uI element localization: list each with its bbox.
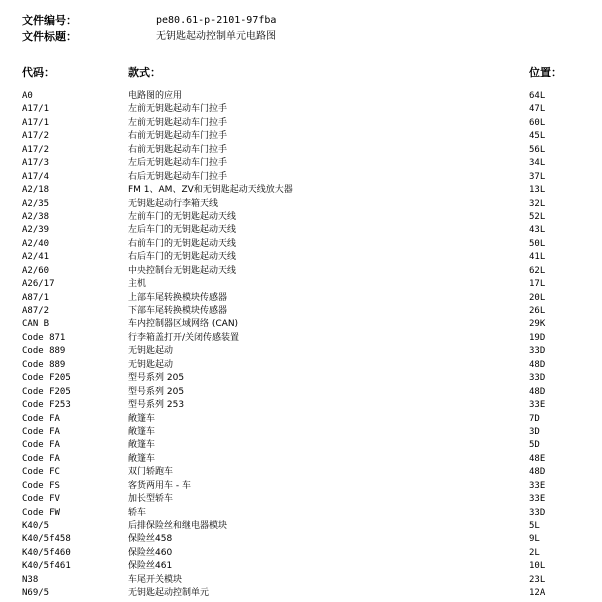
table-row — [0, 292, 602, 305]
row-position: 5D — [529, 440, 540, 451]
row-code: K40/5f461 — [22, 561, 71, 572]
row-style: 右前无钥匙起动车门拉手 — [128, 144, 228, 155]
row-position: 13L — [529, 185, 546, 196]
row-code: A2/18 — [22, 185, 50, 196]
table-row — [0, 238, 602, 251]
row-position: 29K — [529, 319, 546, 330]
table-row — [0, 480, 602, 493]
row-code: Code FA — [22, 453, 60, 464]
row-code: A17/4 — [22, 171, 50, 182]
header-position: 位置： — [529, 66, 562, 79]
row-style: 左后无钥匙起动车门拉手 — [128, 158, 228, 169]
row-style: 型号系列 205 — [128, 386, 185, 397]
table-row — [0, 453, 602, 466]
row-style: 车内控制器区域网络 (CAN) — [128, 319, 239, 330]
row-code: A87/1 — [22, 292, 50, 303]
row-position: 47L — [529, 104, 546, 115]
row-code: A2/60 — [22, 265, 50, 276]
row-position: 56L — [529, 144, 546, 155]
row-style: 无钥匙起动控制单元 — [128, 588, 210, 599]
row-position: 37L — [529, 171, 546, 182]
table-row — [0, 426, 602, 439]
table-row — [0, 184, 602, 197]
table-row — [0, 90, 602, 103]
row-style: 敞篷车 — [128, 453, 156, 464]
row-style: 保险丝458 — [128, 534, 173, 545]
table-row — [0, 332, 602, 345]
row-code: N38 — [22, 574, 39, 585]
row-position: 52L — [529, 211, 546, 222]
row-style: 敞篷车 — [128, 440, 156, 451]
row-code: N69/5 — [22, 588, 50, 599]
row-style: 右后无钥匙起动车门拉手 — [128, 171, 228, 182]
row-code: Code 889 — [22, 359, 66, 370]
header-style: 款式： — [128, 66, 161, 79]
row-code: A2/35 — [22, 198, 50, 209]
header-code: 代码： — [22, 66, 55, 79]
row-code: Code FS — [22, 480, 60, 491]
table-row — [0, 198, 602, 211]
row-code: A2/38 — [22, 211, 50, 222]
row-style: 电路图的应用 — [128, 91, 183, 101]
row-code: A0 — [22, 91, 33, 101]
row-style: 敞篷车 — [128, 413, 156, 424]
row-style: 左后车门的无钥匙起动天线 — [128, 225, 237, 236]
row-code: Code 871 — [22, 332, 66, 343]
doc-title-label: 文件标题： — [22, 30, 77, 43]
row-position: 23L — [529, 574, 546, 585]
table-row — [0, 587, 602, 600]
row-style: 轿车 — [128, 507, 147, 518]
row-style: 主机 — [128, 279, 147, 290]
table-row — [0, 224, 602, 237]
table-row — [0, 278, 602, 291]
row-code: K40/5f460 — [22, 547, 71, 558]
row-style: 后排保险丝和继电器模块 — [128, 521, 228, 531]
row-code: Code FV — [22, 494, 60, 505]
row-style: 上部车尾转换模块传感器 — [128, 292, 228, 303]
row-code: A2/41 — [22, 252, 50, 263]
row-code: A17/2 — [22, 144, 50, 155]
row-style: FM 1、AM、ZV和无钥匙起动天线放大器 — [128, 185, 293, 196]
table-row — [0, 574, 602, 587]
row-code: K40/5 — [22, 521, 50, 531]
row-position: 33D — [529, 346, 546, 357]
table-row — [0, 520, 602, 533]
row-style: 左前车门的无钥匙起动天线 — [128, 211, 237, 222]
table-row — [0, 103, 602, 116]
row-code: Code 889 — [22, 346, 66, 357]
table-row — [0, 144, 602, 157]
table-row — [0, 305, 602, 318]
table-row — [0, 413, 602, 426]
table-row — [0, 157, 602, 170]
row-position: 10L — [529, 561, 546, 572]
row-style: 右后车门的无钥匙起动天线 — [128, 252, 237, 263]
row-position: 32L — [529, 198, 546, 209]
component-table — [0, 90, 602, 601]
row-code: Code FA — [22, 440, 60, 451]
row-position: 19D — [529, 332, 546, 343]
row-position: 26L — [529, 306, 546, 316]
row-code: A87/2 — [22, 306, 50, 316]
table-row — [0, 560, 602, 573]
row-style: 双门轿跑车 — [128, 467, 174, 478]
row-style: 下部车尾转换模块传感器 — [128, 306, 228, 316]
row-position: 43L — [529, 225, 546, 236]
row-position: 33E — [529, 400, 546, 411]
row-style: 无钥匙起动 — [128, 346, 174, 357]
row-code: A17/1 — [22, 117, 50, 128]
row-position: 41L — [529, 252, 546, 263]
row-position: 3D — [529, 426, 540, 437]
row-code: Code FA — [22, 426, 60, 437]
doc-title-value: 无钥匙起动控制单元电路图 — [156, 31, 276, 42]
row-style: 行李箱盖打开/关闭传感装置 — [128, 332, 240, 343]
row-style: 客货两用车 - 车 — [128, 480, 191, 491]
row-position: 50L — [529, 238, 546, 249]
row-position: 33E — [529, 480, 546, 491]
row-code: Code F253 — [22, 400, 71, 411]
row-style: 车尾开关模块 — [128, 574, 183, 585]
row-position: 12A — [529, 588, 546, 599]
row-style: 保险丝461 — [128, 561, 173, 572]
row-code: A17/3 — [22, 158, 50, 169]
row-position: 20L — [529, 292, 546, 303]
table-row — [0, 171, 602, 184]
row-style: 型号系列 205 — [128, 373, 185, 384]
table-row — [0, 211, 602, 224]
table-row — [0, 439, 602, 452]
table-row — [0, 130, 602, 143]
row-position: 2L — [529, 547, 540, 558]
row-position: 9L — [529, 534, 540, 545]
doc-number-value: pe80.61-p-2101-97fba — [156, 15, 277, 26]
row-position: 33D — [529, 507, 546, 518]
row-style: 左前无钥匙起动车门拉手 — [128, 104, 228, 115]
row-code: CAN B — [22, 319, 50, 330]
row-position: 48D — [529, 467, 546, 478]
table-row — [0, 466, 602, 479]
table-row — [0, 493, 602, 506]
table-row — [0, 345, 602, 358]
table-row — [0, 386, 602, 399]
row-position: 48D — [529, 386, 546, 397]
row-style: 型号系列 253 — [128, 400, 185, 411]
table-row — [0, 507, 602, 520]
table-row — [0, 399, 602, 412]
table-row — [0, 547, 602, 560]
row-code: Code F205 — [22, 373, 71, 384]
table-row — [0, 372, 602, 385]
row-style: 右前车门的无钥匙起动天线 — [128, 238, 237, 249]
row-code: A26/17 — [22, 279, 55, 290]
table-row — [0, 117, 602, 130]
doc-number-label: 文件编号： — [22, 14, 77, 27]
row-position: 62L — [529, 265, 546, 276]
row-position: 33D — [529, 373, 546, 384]
row-code: Code FW — [22, 507, 60, 518]
row-style: 敞篷车 — [128, 426, 156, 437]
row-style: 中央控制台无钥匙起动天线 — [128, 265, 237, 276]
row-code: A2/40 — [22, 238, 50, 249]
row-position: 45L — [529, 131, 546, 142]
table-row — [0, 265, 602, 278]
row-code: A2/39 — [22, 225, 50, 236]
row-code: Code FC — [22, 467, 60, 478]
row-position: 5L — [529, 521, 540, 531]
row-position: 64L — [529, 91, 546, 101]
table-row — [0, 251, 602, 264]
row-position: 48E — [529, 453, 546, 464]
row-position: 17L — [529, 279, 546, 290]
row-position: 48D — [529, 359, 546, 370]
row-code: K40/5f458 — [22, 534, 71, 545]
row-code: A17/1 — [22, 104, 50, 115]
row-style: 无钥匙起动行李箱天线 — [128, 198, 219, 209]
row-position: 33E — [529, 494, 546, 505]
row-style: 右前无钥匙起动车门拉手 — [128, 131, 228, 142]
table-row — [0, 359, 602, 372]
row-code: Code FA — [22, 413, 60, 424]
table-row — [0, 318, 602, 331]
row-code: A17/2 — [22, 131, 50, 142]
row-style: 加长型轿车 — [128, 494, 174, 505]
row-position: 34L — [529, 158, 546, 169]
table-row — [0, 533, 602, 546]
row-style: 无钥匙起动 — [128, 359, 174, 370]
row-style: 保险丝460 — [128, 547, 173, 558]
row-code: Code F205 — [22, 386, 71, 397]
row-position: 7D — [529, 413, 540, 424]
row-style: 左前无钥匙起动车门拉手 — [128, 117, 228, 128]
row-position: 60L — [529, 117, 546, 128]
